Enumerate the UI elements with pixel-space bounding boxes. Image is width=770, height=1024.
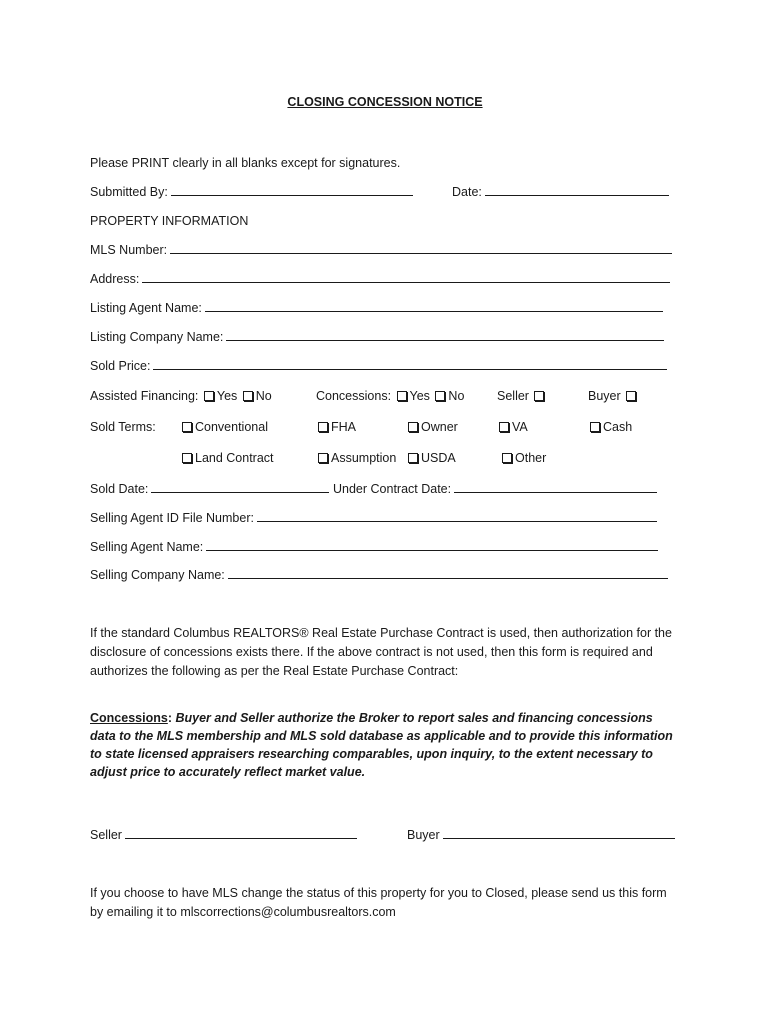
land-contract-checkbox[interactable] [182, 453, 192, 463]
assisted-financing-yes-label: Yes [216, 389, 238, 403]
other-label: Other [515, 451, 547, 465]
seller-checkbox[interactable] [534, 391, 544, 401]
buyer-signature-label: Buyer [407, 828, 440, 842]
assumption-label: Assumption [331, 451, 397, 465]
buyer-label: Buyer [588, 389, 621, 403]
conventional-checkbox[interactable] [182, 422, 192, 432]
option-fha [316, 419, 356, 435]
page-title: CLOSING CONCESSION NOTICE [287, 95, 483, 109]
buyer-signature-field[interactable] [443, 827, 675, 839]
option-va [497, 419, 528, 435]
under-contract-label: Under Contract Date: [333, 482, 452, 496]
buyer-group [588, 388, 639, 404]
selling-agent-id-label: Selling Agent ID File Number: [90, 511, 254, 525]
conventional-label: Conventional [195, 420, 268, 434]
sold-price-field[interactable] [153, 358, 667, 370]
property-info-heading: PROPERTY INFORMATION [90, 214, 249, 228]
submitted-by-field[interactable] [171, 184, 413, 196]
selling-agent-name-field[interactable] [206, 539, 658, 551]
buyer-checkbox[interactable] [626, 391, 636, 401]
seller-signature-row [90, 827, 357, 843]
footer-note: If you choose to have MLS change the status of this property for you to Closed, please send us this form by emailing it to mlscorrections@columbusrealtors.com [90, 886, 667, 919]
authorization-paragraph: If the standard Columbus REALTORS® Real Estate Purchase Contract is used, then authorization for the disclosure of concessions exists there. If the above contract is not used, then this form is required and authorizes the following as per the Real Estate Purchase Contract: [90, 626, 672, 678]
assisted-financing-yes-checkbox[interactable] [204, 391, 214, 401]
assisted-financing-label: Assisted Financing: [90, 389, 199, 403]
assisted-financing-group [90, 388, 272, 404]
selling-company-field[interactable] [228, 567, 668, 579]
submitted-by-label: Submitted By: [90, 185, 168, 199]
instructions: Please PRINT clearly in all blanks except for signatures. [90, 156, 401, 170]
under-contract-row [333, 481, 657, 497]
option-other [500, 450, 546, 466]
assumption-checkbox[interactable] [318, 453, 328, 463]
concessions-group [316, 388, 464, 404]
option-land-contract [180, 450, 274, 466]
fha-checkbox[interactable] [318, 422, 328, 432]
mls-number-field[interactable] [170, 242, 672, 254]
concessions-colon: : [167, 711, 172, 725]
land-contract-label: Land Contract [195, 451, 274, 465]
concessions-no-checkbox[interactable] [435, 391, 445, 401]
selling-company-row [90, 567, 668, 583]
seller-group [497, 388, 547, 404]
listing-agent-field[interactable] [205, 300, 663, 312]
submitted-by-row [90, 184, 413, 200]
date-row [452, 184, 669, 200]
listing-company-label: Listing Company Name: [90, 330, 224, 344]
sold-terms-label: Sold Terms: [90, 420, 156, 434]
selling-agent-id-row [90, 510, 657, 526]
concessions-yes-label: Yes [409, 389, 430, 403]
listing-company-row [90, 329, 664, 345]
seller-signature-label: Seller [90, 828, 122, 842]
sold-price-row [90, 358, 667, 374]
mls-number-label: MLS Number: [90, 243, 168, 257]
listing-agent-label: Listing Agent Name: [90, 301, 202, 315]
concessions-paragraph [90, 709, 675, 781]
sold-date-field[interactable] [151, 481, 329, 493]
listing-agent-row [90, 300, 663, 316]
usda-label: USDA [421, 451, 456, 465]
sold-date-row [90, 481, 329, 497]
fha-label: FHA [331, 420, 356, 434]
owner-label: Owner [421, 420, 458, 434]
under-contract-field[interactable] [454, 481, 657, 493]
selling-agent-id-field[interactable] [257, 510, 657, 522]
mls-number-row [90, 242, 672, 258]
address-label: Address: [90, 272, 140, 286]
seller-label: Seller [497, 389, 529, 403]
va-checkbox[interactable] [499, 422, 509, 432]
selling-company-label: Selling Company Name: [90, 568, 225, 582]
date-label: Date: [452, 185, 482, 199]
selling-agent-name-row [90, 539, 658, 555]
address-field[interactable] [142, 271, 670, 283]
cash-checkbox[interactable] [590, 422, 600, 432]
option-conventional [180, 419, 268, 435]
address-row [90, 271, 670, 287]
sold-price-label: Sold Price: [90, 359, 151, 373]
buyer-signature-row [407, 827, 675, 843]
selling-agent-name-label: Selling Agent Name: [90, 540, 204, 554]
option-assumption [316, 450, 396, 466]
owner-checkbox[interactable] [408, 422, 418, 432]
cash-label: Cash [603, 420, 633, 434]
date-field[interactable] [485, 184, 669, 196]
concessions-label: Concessions: [316, 389, 392, 403]
seller-signature-field[interactable] [125, 827, 357, 839]
option-owner [406, 419, 458, 435]
listing-company-field[interactable] [226, 329, 664, 341]
option-usda [406, 450, 456, 466]
concessions-yes-checkbox[interactable] [397, 391, 407, 401]
option-cash [588, 419, 632, 435]
assisted-financing-no-checkbox[interactable] [243, 391, 253, 401]
usda-checkbox[interactable] [408, 453, 418, 463]
sold-date-label: Sold Date: [90, 482, 149, 496]
concessions-heading: Concessions [90, 711, 168, 725]
assisted-financing-no-label: No [255, 389, 272, 403]
other-checkbox[interactable] [502, 453, 512, 463]
concessions-no-label: No [448, 389, 465, 403]
va-label: VA [512, 420, 528, 434]
concessions-text: Buyer and Seller authorize the Broker to report sales and financing concessions data to the MLS membership and MLS sold database as applicable and to provide this information to state licensed appraisers researching comparables, upon inquiry, to the extent necessary to adjust price to accurately reflect market value. [90, 711, 673, 779]
